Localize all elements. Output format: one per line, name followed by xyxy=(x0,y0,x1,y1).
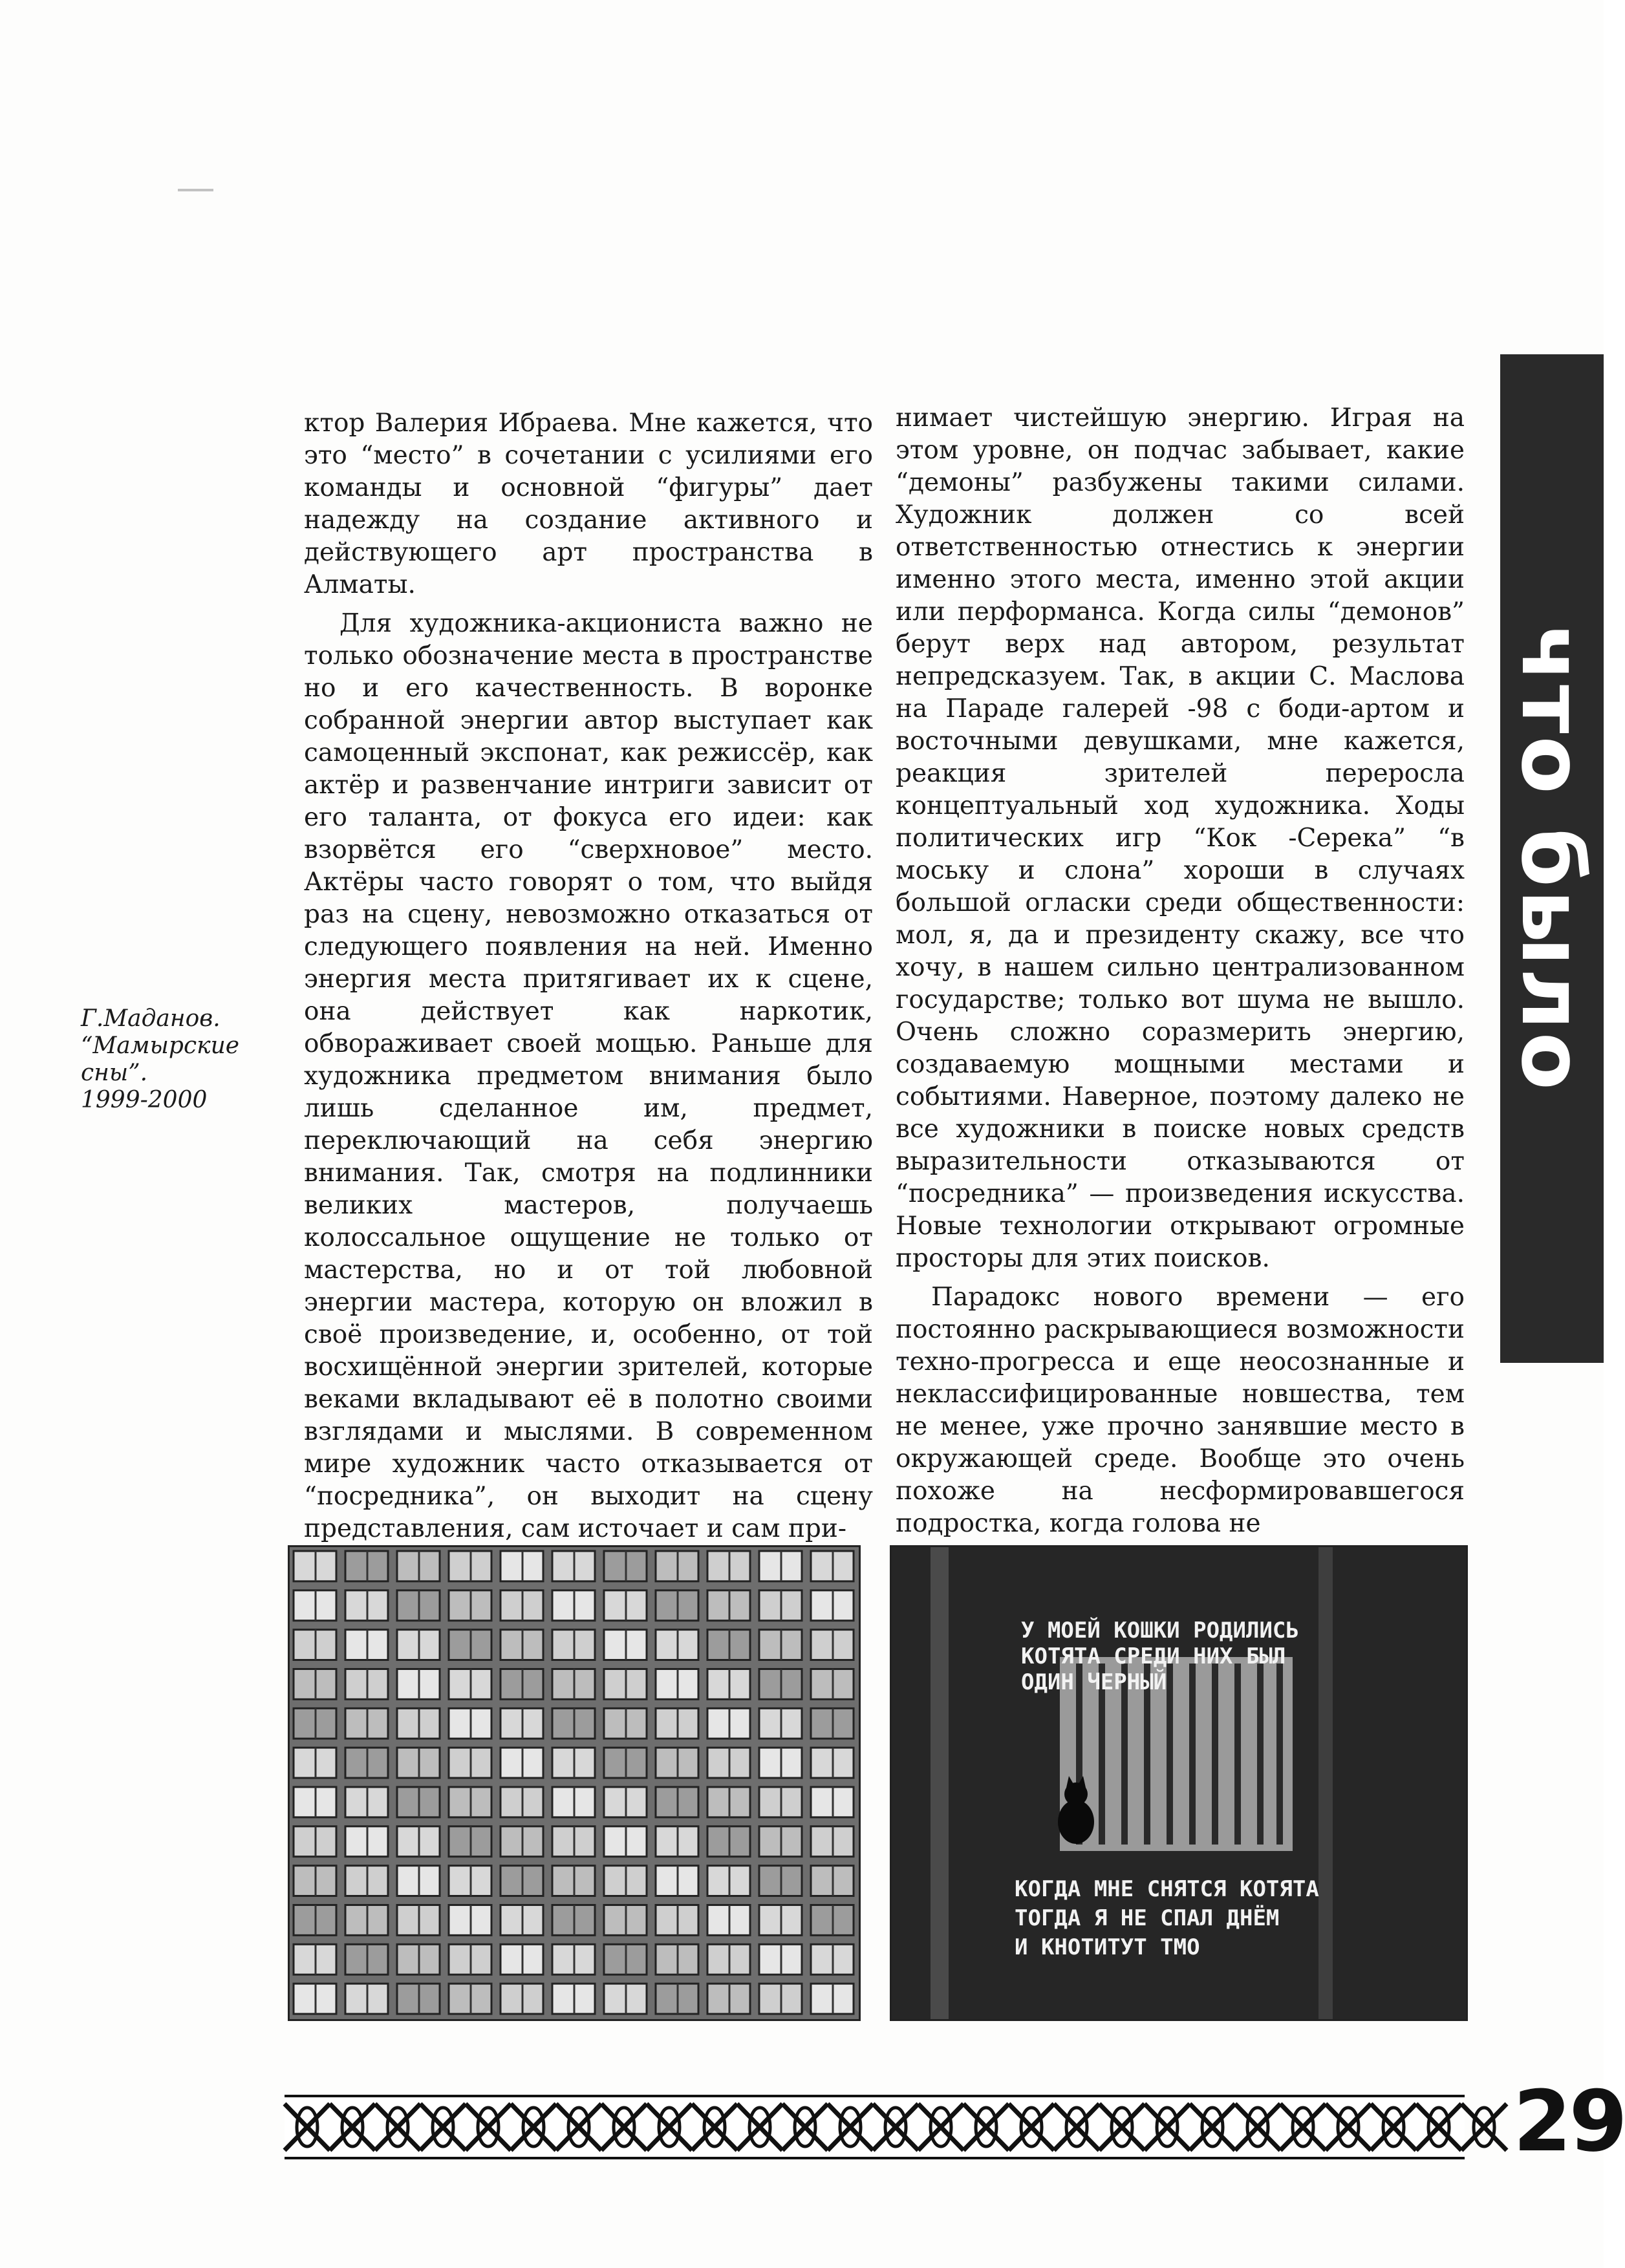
section-tab-title: что было xyxy=(1503,624,1601,1093)
graffiti-line: И КНОТИТУТ ТМО xyxy=(1015,1934,1200,1960)
paragraph: Парадокс нового времени — его постоянно раскрывающиеся возможности техно-прогресса и еще неосознанные и неклассифицированные новшества, тем не менее, уже прочно занявшие место в окружающей среде. Вообще это очень похоже на несформировавшегося подростка, когда голова не xyxy=(896,1283,1465,1538)
graffiti-line: КОГДА МНЕ СНЯТСЯ КОТЯТА xyxy=(1015,1876,1319,1902)
ornament-knot xyxy=(1461,2104,1507,2150)
ornamental-border xyxy=(285,2095,1465,2159)
article-left-column xyxy=(304,407,873,1545)
paragraph: Для художника-акциониста важно не только обозначение места в пространстве но и его качественность. В воронке собранной энергии автор выступает как самоценный экспонат, как режиссёр, как актёр и развенчание интриги зависит от его таланта, от фокуса его идеи: как взорвётся его “сверхновое” место. Актёры часто говорят о том, что выйдя раз на сцену, невозможно отказаться от следующего появления на ней. Именно энергия места притягивает их к сцене, она действует как наркотик, обвораживает своей мощью. Раньше для художника предметом внимания было лишь сделанное им, предмет, переключающий на себя энергию внимания. Так, смотря на подлинники великих мастеров, получаешь колоссальное ощущение не только от мастерства, но и от той любовной энергии мастера, которую он вложил в своё произведение, и, особенно, от той восхищённой энергии зрителей, которые веками вкладывают её в полотно своими взглядами и мыслями. В современном мире художник часто отказывается от “посредника”, он выходит на сцену представления, сам источает и сам при- xyxy=(304,609,873,1543)
scan-mark xyxy=(178,189,213,191)
graffiti-wall-image xyxy=(892,1547,1466,2019)
graffiti-line: ОДИН ЧЕРНЫЙ xyxy=(1021,1669,1167,1695)
building-facade-image xyxy=(290,1547,859,2019)
photo-caption xyxy=(81,1005,294,1114)
graffiti-line: ТОГДА Я НЕ СПАЛ ДНЁМ xyxy=(1015,1905,1280,1931)
article-right-column xyxy=(896,402,1465,1540)
ornament-pattern xyxy=(285,2097,1465,2157)
photo-apartment-building xyxy=(288,1545,861,2021)
paragraph: нимает чистейшую энергию. Играя на этом уровне, он подчас забывает, какие “демоны” разбужены такими силами. Художник должен со всей ответственностью отнестись к энергии именно этого места, именно этой акции или перформанса. Когда силы “демонов” берут верх над автором, результат непредсказуем. Так, в акции С. Маслова на Параде галерей -98 с боди-артом и восточными девушками, мне кажется, реакция зрителей переросла концептуальный ход художника. Ходы политических игр “Кок -Серека” “в моську и слона” хороши в случаях большой огласки среди общественности: мол, я, да и президенту скажу, все что хочу, в нашем сильно централизованном государстве; только вот шума не вышло. Очень сложно соразмерить энергию, создаваемую мощными местами и событиями. Наверное, поэтому далеко не все художники в поиске новых средств выразительности отказываются от “посредника” — произведения искусства. Новые технологии открывают огромные просторы для этих поисков. xyxy=(896,403,1465,1273)
page-number: 29 xyxy=(1513,2072,1625,2170)
caption-title: “Мамырские сны”. xyxy=(81,1032,240,1086)
graffiti-line: КОТЯТА СРЕДИ НИХ БЫЛ xyxy=(1021,1643,1286,1669)
caption-author: Г.Маданов. xyxy=(81,1005,221,1032)
caption-years: 1999-2000 xyxy=(81,1087,208,1113)
paragraph: ктор Валерия Ибраева. Мне кажется, что это “место” в сочетании с усилиями его команды и основной “фигуры” дает надежду на создание активного и действующего арт пространства в Алматы. xyxy=(304,409,873,599)
graffiti-line: У МОЕЙ КОШКИ РОДИЛИСЬ xyxy=(1021,1618,1299,1643)
photo-graffiti-wall xyxy=(890,1545,1468,2021)
